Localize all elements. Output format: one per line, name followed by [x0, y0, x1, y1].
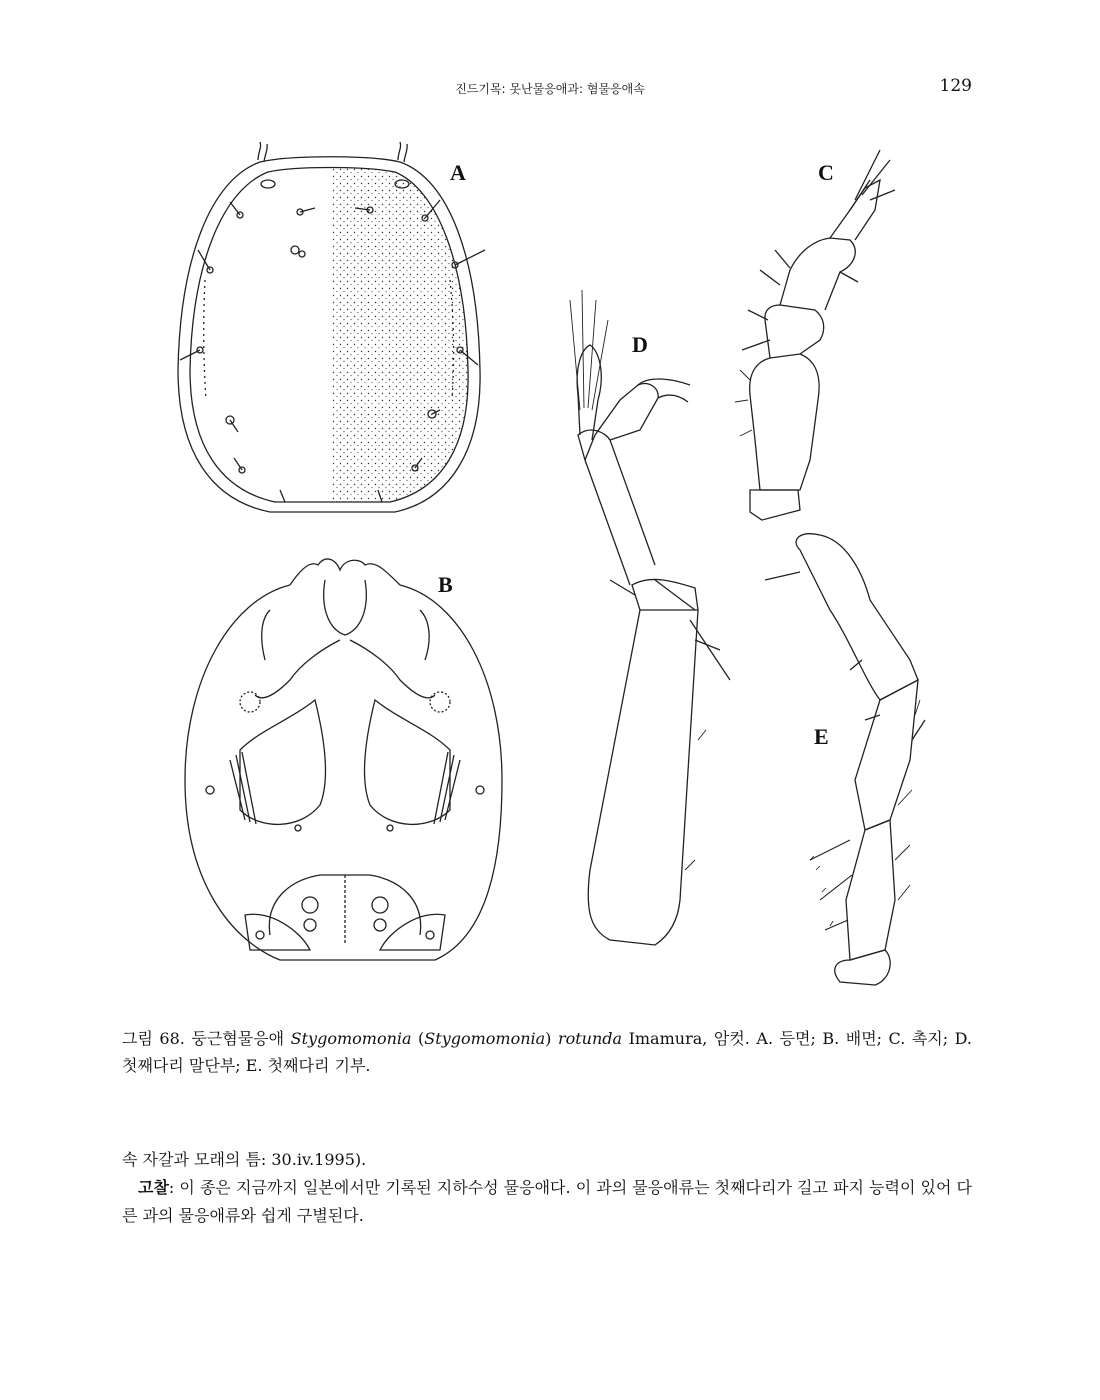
body-paragraph-remarks	[122, 1174, 972, 1230]
figure-illustration	[150, 140, 970, 990]
panel-c-palp	[735, 150, 895, 520]
body-text	[122, 1146, 972, 1230]
caption-subgenus: Stygomomonia	[424, 1029, 546, 1048]
remarks-label: 고찰	[138, 1178, 169, 1197]
running-head: 진드기목: 못난물응애과: 혐물응애속	[455, 82, 645, 96]
remarks-text: : 이 종은 지금까지 일본에서만 기록된 지하수성 물응애다. 이 과의 물응애류는 첫째다리가 길고 파지 능력이 있어 다른 과의 물응애류와 쉽게 구별된다.	[122, 1178, 972, 1225]
caption-subgenus-open: (	[411, 1029, 425, 1048]
caption-prefix: 그림 68. 둥근혐물응애	[122, 1029, 291, 1048]
panel-label-a: A	[450, 160, 466, 185]
caption-subgenus-close: )	[545, 1029, 558, 1048]
body-paragraph-locality: 속 자갈과 모래의 틈: 30.iv.1995).	[122, 1150, 367, 1169]
panel-d-leg-distal	[570, 290, 730, 945]
caption-suffix: Imamura, 암컷. A. 등면; B. 배면; C. 촉지; D. 첫째다리 말단부; E. 첫째다리 기부.	[122, 1029, 973, 1075]
panel-label-e: E	[814, 724, 829, 749]
caption-species: rotunda	[557, 1029, 623, 1048]
figure-68	[150, 140, 970, 990]
panel-label-b: B	[438, 572, 453, 597]
panel-e-leg-basal	[765, 534, 925, 985]
page-header	[0, 76, 1100, 100]
panel-b-ventral-view	[185, 559, 502, 960]
page-number: 129	[939, 76, 972, 96]
caption-genus: Stygomomonia	[290, 1029, 412, 1048]
panel-label-c: C	[818, 160, 834, 185]
figure-caption	[122, 1025, 972, 1079]
panel-a-dorsal-view	[178, 142, 485, 512]
panel-label-d: D	[632, 332, 648, 357]
